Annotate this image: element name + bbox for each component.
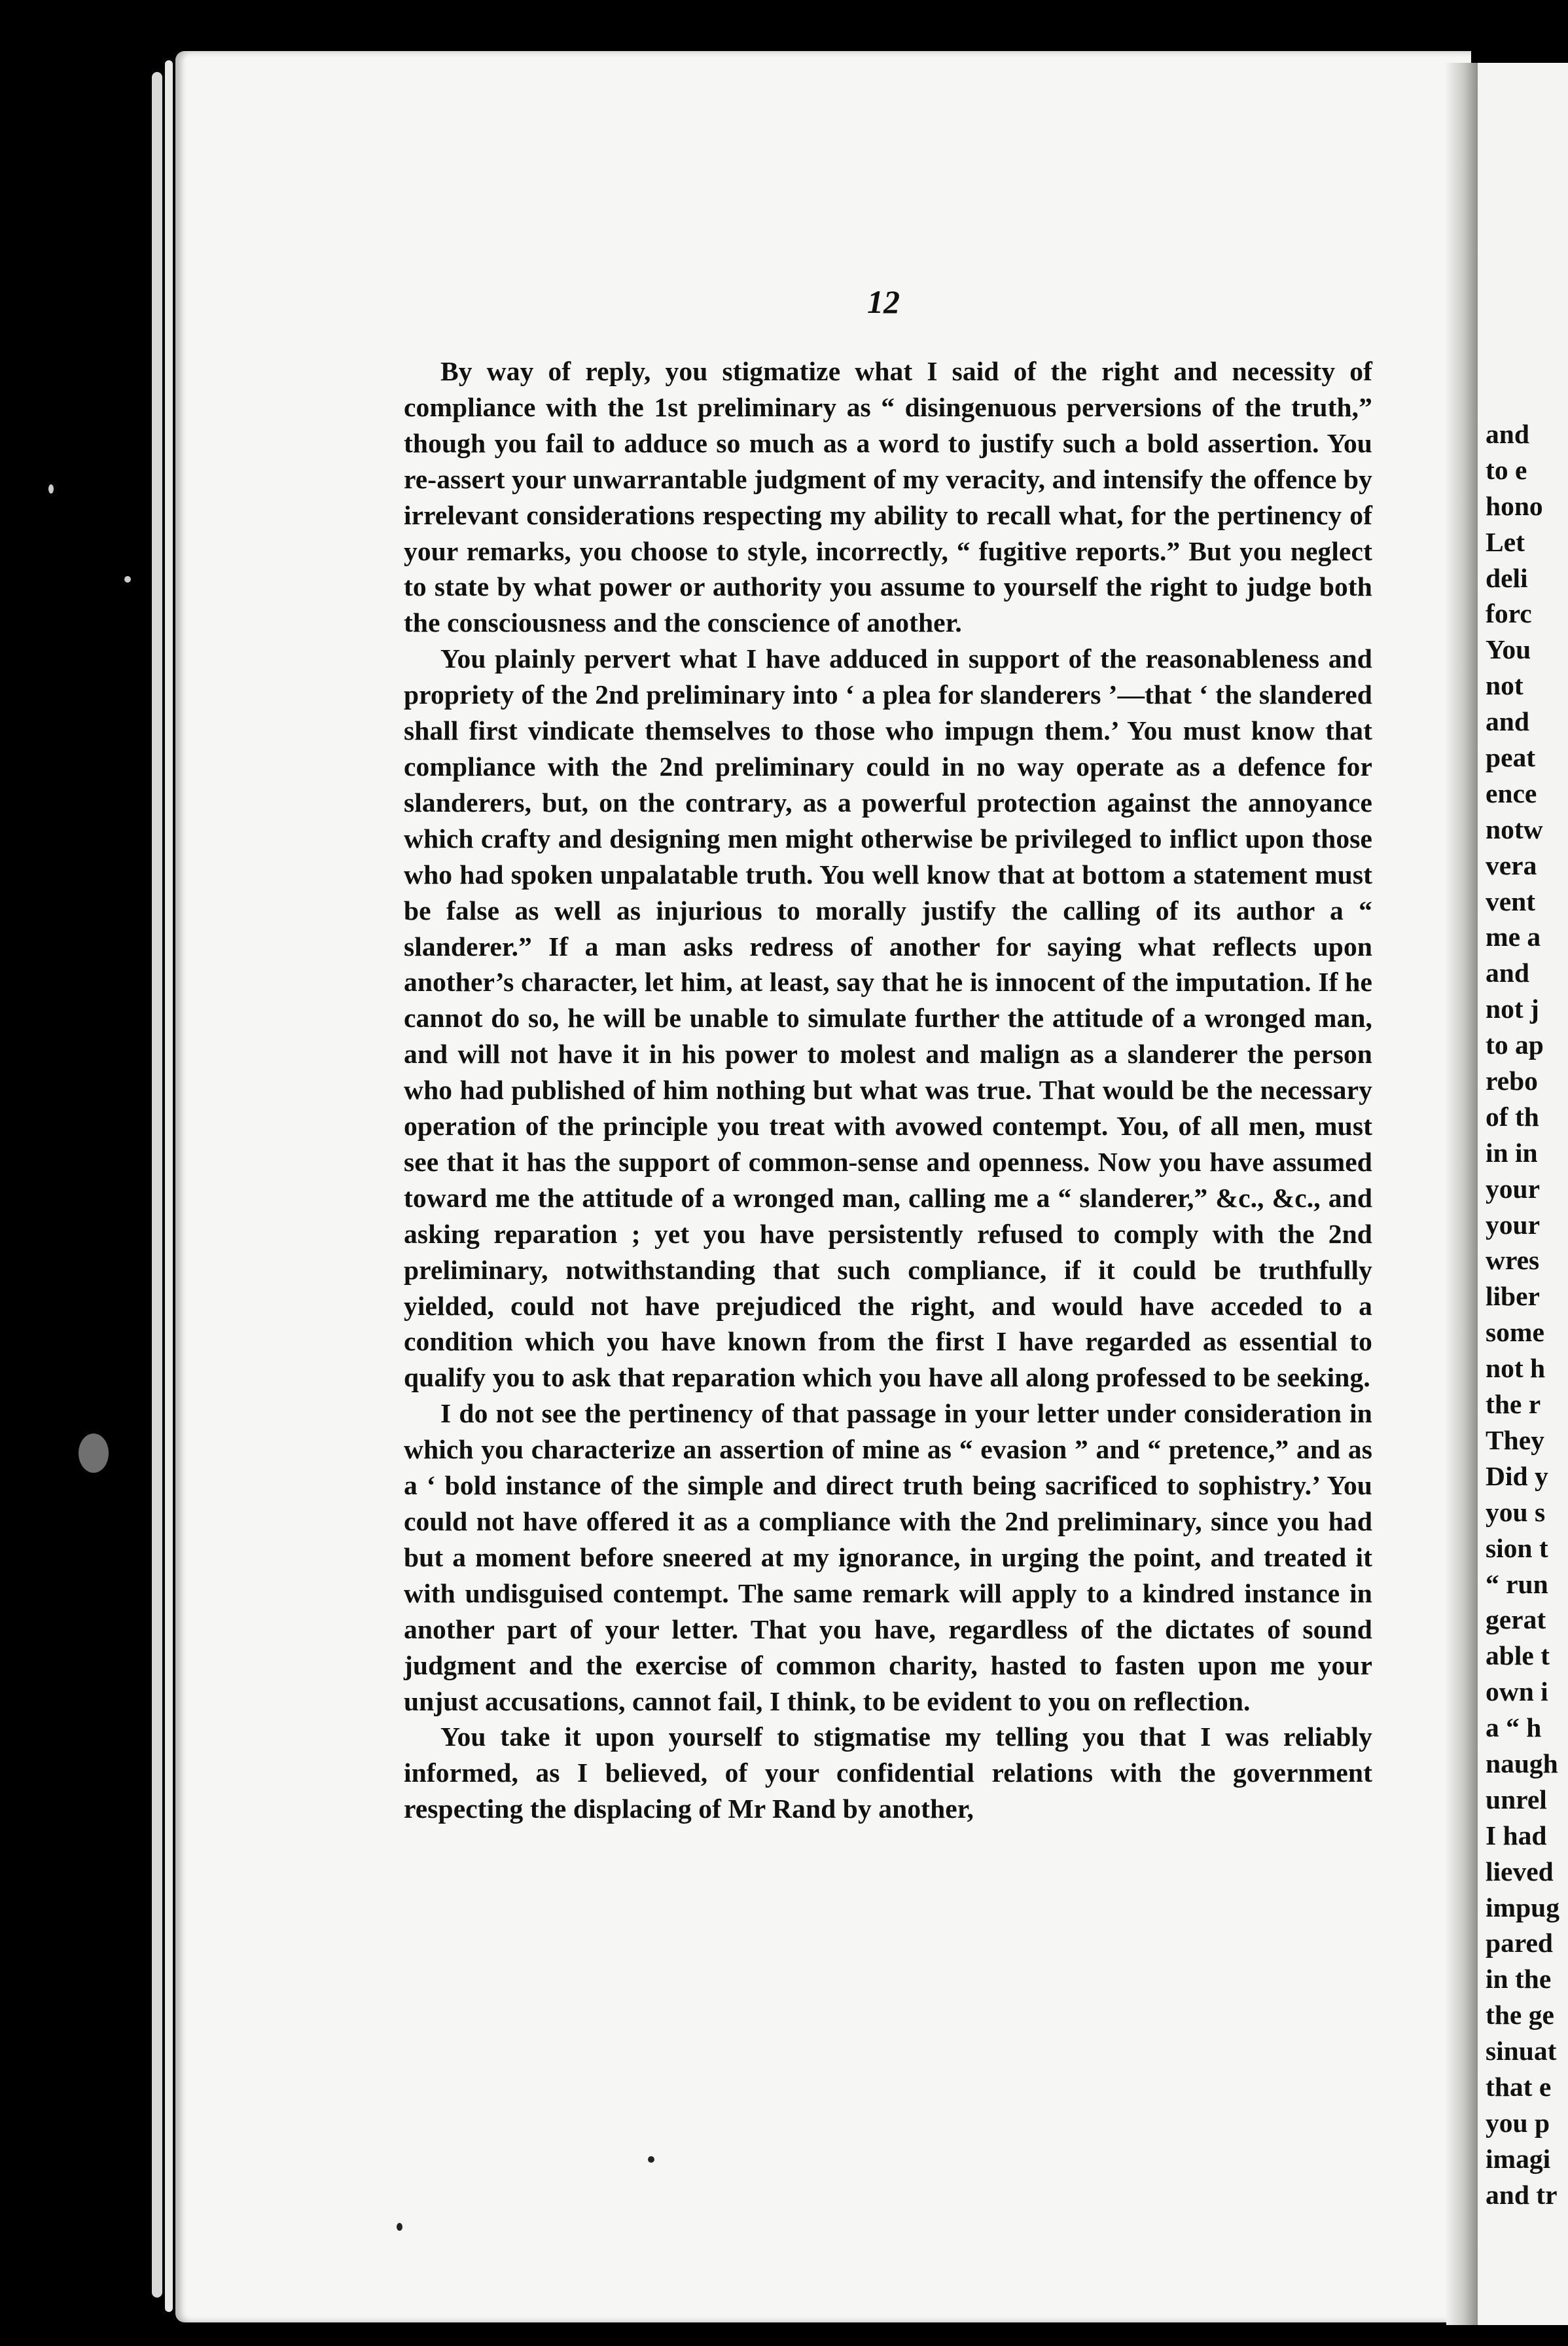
facing-page-line: Let <box>1486 526 1525 557</box>
facing-page-line: You <box>1486 634 1531 665</box>
facing-page-line: the ge <box>1486 2000 1554 2030</box>
ink-speck <box>648 2156 654 2163</box>
facing-page-line: sinuat <box>1486 2036 1557 2066</box>
scan-speck <box>124 576 131 583</box>
facing-page-line: vent <box>1486 886 1536 916</box>
facing-page-line: pared <box>1486 1928 1554 1958</box>
facing-page-line: you p <box>1486 2107 1550 2138</box>
facing-page-line: “ run <box>1486 1568 1548 1599</box>
ink-speck <box>397 2223 402 2231</box>
paragraph: I do not see the pertinency of that passage in your letter under consideration in which you characterize an assertion of mine as “ evasion ” and “ pretence,” and as a ‘ bold instance of the simple and direct truth being sacrificed to sophistry.’ You could not have offered it as a compliance with the 2nd preliminary, since you had but a moment before sneered at my ignorance, in urging the point, and treated it with undisguised contempt. The same remark will apply to a kindred instance in another part of your letter. That you have, regardless of the dictates of sound judgment and the exercise of common charity, hasted to fasten upon me your unjust accusations, cannot fail, I think, to be evident to you on reflection. <box>404 1398 1372 1716</box>
facing-page-line: ence <box>1486 778 1537 808</box>
facing-page-line: a “ h <box>1486 1712 1542 1743</box>
paragraph: By way of reply, you stigmatize what I said of the right and necessity of compliance with the 1st preliminary as “ disingenuous perversions of the truth,” though you fail to adduce so much as a word to justify such a bold assertion. You re-assert your unwarrantable judgment of my veracity, and intensify the offence by irrelevant considerations respecting my ability to recall what, for the pertinency of your remarks, you choose to style, incorrectly, “ fugitive reports.” But you neglect to state by what power or authority you assume to yourself the right to judge both the consciousness and the conscience of another. <box>404 356 1372 638</box>
facing-page-line: to e <box>1486 454 1527 485</box>
page-stack-edge <box>165 60 173 2312</box>
facing-page-line: lieved <box>1486 1856 1554 1886</box>
page-stack-edge <box>152 72 162 2298</box>
facing-page-line: that e <box>1486 2071 1552 2102</box>
facing-page-line: impug <box>1486 1892 1560 1922</box>
facing-page-line: They <box>1486 1424 1544 1455</box>
page-number: 12 <box>867 283 900 320</box>
facing-page-line: Did y <box>1486 1460 1548 1491</box>
facing-page-line: me a <box>1486 922 1541 952</box>
facing-page-line: notw <box>1486 814 1543 844</box>
facing-page-line: and tr <box>1486 2179 1558 2210</box>
facing-page-line: of th <box>1486 1101 1539 1132</box>
facing-page-line: own i <box>1486 1676 1548 1707</box>
facing-page-line: not j <box>1486 994 1539 1024</box>
facing-page-line: vera <box>1486 850 1537 880</box>
facing-page-line: to ap <box>1486 1030 1544 1060</box>
facing-page-line: imagi <box>1486 2143 1551 2174</box>
facing-page-line: in in <box>1486 1137 1538 1168</box>
book-gutter <box>1446 63 1478 2325</box>
facing-page-line: and <box>1486 419 1529 449</box>
scan-speck <box>48 484 54 494</box>
facing-page-line: your <box>1486 1209 1540 1240</box>
facing-page-line: wres <box>1486 1245 1540 1276</box>
facing-page-line: unrel <box>1486 1784 1547 1814</box>
facing-page <box>1478 63 1568 2325</box>
facing-page-line: able t <box>1486 1640 1550 1671</box>
facing-page-line: not h <box>1486 1353 1546 1384</box>
facing-page-line: not <box>1486 670 1523 701</box>
facing-page-line: some <box>1486 1317 1544 1348</box>
facing-page-line: peat <box>1486 742 1536 773</box>
facing-page-line: forc <box>1486 598 1532 629</box>
body-text <box>404 353 1372 1827</box>
facing-page-line: I had <box>1486 1820 1547 1850</box>
facing-page-line: in the <box>1486 1964 1552 1994</box>
facing-page-line: the r <box>1486 1389 1541 1420</box>
facing-page-line: and <box>1486 706 1529 737</box>
paragraph: You take it upon yourself to stigmatise my telling you that I was reliably informed, as I believed, of your confidential relations with the government respecting the displacing of Mr Rand by another, <box>404 1722 1372 1824</box>
facing-page-text <box>1486 416 1568 2213</box>
facing-page-line: you s <box>1486 1496 1546 1527</box>
facing-page-line: rebo <box>1486 1066 1538 1096</box>
facing-page-line: sion t <box>1486 1532 1548 1563</box>
facing-page-line: hono <box>1486 490 1543 521</box>
paragraph: You plainly pervert what I have adduced in support of the reasonableness and propriety of the 2nd preliminary into ‘ a plea for slanderers ’—that ‘ the slandered shall first vindicate themselves to those who impugn them.’ You must know that compliance with the 2nd preliminary could in no way operate as a defence for slanderers, but, on the contrary, as a powerful protection against the annoyance which crafty and designing men might otherwise be privileged to inflict upon those who had spoken unpalatable truth. You well know that at bottom a statement must be false as well as injurious to morally justify the calling of its author a “ slanderer.” If a man asks redress of another for saying what reflects upon another’s character, let him, at least, say that he is innocent of the imputation. If he cannot do so, he will be unable to simulate further the attitude of a wronged man, and will not have it in his power to molest and malign as a slanderer the person who had published of him nothing but what was true. That would be the necessary operation of the principle you treat with avowed contempt. You, of all men, must see that it has the support of common-sense and openness. Now you have assumed toward me the attitude of a wronged man, calling me a “ slanderer,” &c., &c., and asking reparation ; yet you have persistently refused to comply with the 2nd preliminary, notwithstanding that such compliance, if it could be truthfully yielded, could not have prejudiced the right, and would have acceded to a condition which you have known from the first I have regarded as essential to qualify you to ask that reparation which you have all along professed to be seeking. <box>404 643 1372 1393</box>
facing-page-line: and <box>1486 958 1529 988</box>
facing-page-line: deli <box>1486 562 1528 593</box>
facing-page-line: liber <box>1486 1281 1540 1312</box>
scan-speck <box>79 1434 109 1473</box>
facing-page-line: gerat <box>1486 1604 1546 1635</box>
facing-page-line: naugh <box>1486 1748 1558 1778</box>
facing-page-line: your <box>1486 1173 1540 1204</box>
